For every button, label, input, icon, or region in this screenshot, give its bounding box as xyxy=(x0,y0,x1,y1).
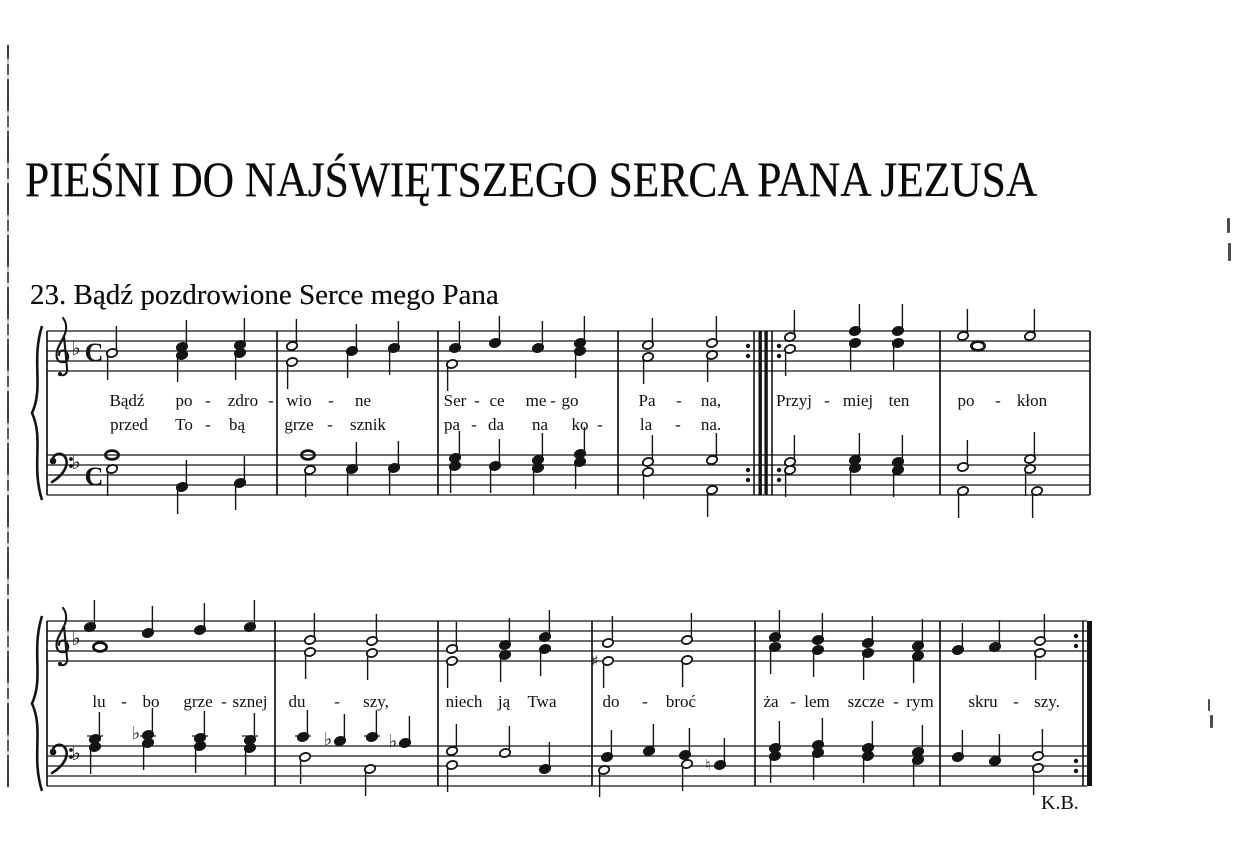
lyric-syllable: da xyxy=(487,415,505,434)
lyric-syllable: po xyxy=(957,391,975,410)
lyric-syllable: przed xyxy=(110,415,148,434)
lyric-hyphen: - xyxy=(675,415,681,434)
lyric-syllable: wio xyxy=(286,391,312,410)
flat-sign: ♭ xyxy=(323,729,333,750)
repeat-dot xyxy=(1074,634,1078,638)
repeat-dot xyxy=(1074,769,1078,773)
lyric-syllable: me xyxy=(525,391,547,410)
lyric-syllable: sznej xyxy=(232,692,268,711)
treble-clef-icon xyxy=(57,608,69,665)
page-title: PIEŚNI DO NAJŚWIĘTSZEGO SERCA PANA JEZUSA xyxy=(25,151,1038,207)
bass-clef-icon xyxy=(52,454,67,482)
flat-sign: ♭ xyxy=(131,723,141,744)
lyric-hyphen: - xyxy=(121,692,127,711)
repeat-dot xyxy=(746,478,750,482)
lyric-syllable: pa xyxy=(443,415,461,434)
scan-artifact-mark xyxy=(1208,699,1210,711)
music-system-1 xyxy=(32,304,1090,518)
lyric-syllable: du xyxy=(288,692,306,711)
lyric-syllable: na xyxy=(531,415,549,434)
lyric-syllable: szy, xyxy=(363,692,389,711)
lyric-syllable: rym xyxy=(906,692,934,711)
whole-note xyxy=(971,342,984,351)
scan-artifact-mark xyxy=(1228,243,1231,261)
lyric-syllable: broć xyxy=(665,692,697,711)
repeat-dot xyxy=(1074,644,1078,648)
lyric-syllable: ne xyxy=(354,391,372,410)
whole-note xyxy=(93,643,106,652)
time-signature: C xyxy=(84,338,104,367)
scan-artifact-mark xyxy=(1227,218,1230,233)
repeat-dot xyxy=(746,354,750,358)
natural-sign: ♮ xyxy=(705,756,711,774)
lyric-hyphen: - xyxy=(790,692,796,711)
lyric-syllable: niech xyxy=(445,692,483,711)
lyric-syllable: Ser xyxy=(443,391,467,410)
lyric-syllable: ce xyxy=(489,391,505,410)
lyric-hyphen: - xyxy=(676,391,682,410)
barline-thick xyxy=(759,331,762,495)
lyric-syllable: Twa xyxy=(527,692,557,711)
lyric-hyphen: - xyxy=(893,692,899,711)
lyric-hyphen: - xyxy=(642,692,648,711)
sharp-sign: ♯ xyxy=(591,652,599,670)
lyric-syllable: Pa xyxy=(638,391,656,410)
composer-initials: K.B. xyxy=(1041,792,1079,814)
repeat-dot xyxy=(777,344,781,348)
lyric-syllable: ża xyxy=(763,692,779,711)
song-heading: 23. Bądź pozdrowione Serce mego Pana xyxy=(30,279,499,311)
lyric-syllable: ten xyxy=(888,391,910,410)
system-brace-icon xyxy=(32,616,42,791)
lyric-hyphen: - xyxy=(597,415,603,434)
repeat-dot xyxy=(746,468,750,472)
lyric-syllable: bą xyxy=(228,415,246,434)
lyric-syllable: skru xyxy=(968,692,998,711)
lyric-syllable: lem xyxy=(804,692,830,711)
lyric-hyphen: - xyxy=(474,391,480,410)
lyric-hyphen: - xyxy=(221,692,227,711)
lyric-syllable: po xyxy=(175,391,193,410)
system-brace-icon xyxy=(32,326,42,500)
repeat-dot xyxy=(777,468,781,472)
scan-artifact-binding-edge xyxy=(7,45,9,787)
lyric-hyphen: - xyxy=(328,391,334,410)
lyric-syllable: go xyxy=(561,391,579,410)
lyric-syllable: na. xyxy=(700,415,722,434)
flat-sign: ♭ xyxy=(388,731,398,752)
lyric-hyphen: - xyxy=(205,391,211,410)
lyric-hyphen: - xyxy=(471,415,477,434)
repeat-dot xyxy=(777,354,781,358)
lyric-syllable: na, xyxy=(700,391,722,410)
lyric-hyphen: - xyxy=(268,391,274,410)
lyric-syllable: bo xyxy=(142,692,160,711)
lyric-syllable: do xyxy=(602,692,620,711)
barline-thick xyxy=(764,331,767,495)
treble-clef-icon xyxy=(57,318,69,375)
treble-clef-icon xyxy=(58,662,62,666)
lyric-syllable: Bądź xyxy=(109,391,145,410)
lyric-hyphen: - xyxy=(205,415,211,434)
lyric-syllable: la xyxy=(639,415,653,434)
final-barline-thick xyxy=(1087,621,1092,786)
lyric-hyphen: - xyxy=(1013,692,1019,711)
lyric-syllable: lu xyxy=(92,692,106,711)
key-flat-sign: ♭ xyxy=(71,336,81,360)
repeat-dot xyxy=(1074,759,1078,763)
bass-clef-icon xyxy=(52,745,67,773)
lyric-syllable: ją xyxy=(497,692,511,711)
lyric-syllable: Przyj xyxy=(776,391,812,410)
lyric-syllable: szy. xyxy=(1034,692,1060,711)
treble-clef-icon xyxy=(58,372,62,376)
lyric-syllable: sznik xyxy=(350,415,386,434)
key-flat-sign: ♭ xyxy=(71,450,81,474)
lyric-syllable: ko xyxy=(571,415,589,434)
lyric-syllable: grze xyxy=(183,692,213,711)
lyric-syllable: To xyxy=(175,415,193,434)
lyric-hyphen: - xyxy=(327,415,333,434)
key-flat-sign: ♭ xyxy=(71,626,81,650)
repeat-dot xyxy=(777,478,781,482)
lyric-syllable: miej xyxy=(842,391,874,410)
repeat-dot xyxy=(746,344,750,348)
music-system-2 xyxy=(32,600,1092,797)
lyric-syllable: kłon xyxy=(1016,391,1048,410)
lyric-hyphen: - xyxy=(995,391,1001,410)
lyric-syllable: zdro xyxy=(227,391,259,410)
lyric-hyphen: - xyxy=(334,692,340,711)
lyric-syllable: grze xyxy=(284,415,314,434)
lyric-hyphen: - xyxy=(824,391,830,410)
time-signature: C xyxy=(84,462,104,491)
lyric-syllable: szcze xyxy=(847,692,885,711)
key-flat-sign: ♭ xyxy=(71,741,81,765)
lyric-hyphen: - xyxy=(550,391,556,410)
scan-artifact-mark xyxy=(1210,715,1213,728)
